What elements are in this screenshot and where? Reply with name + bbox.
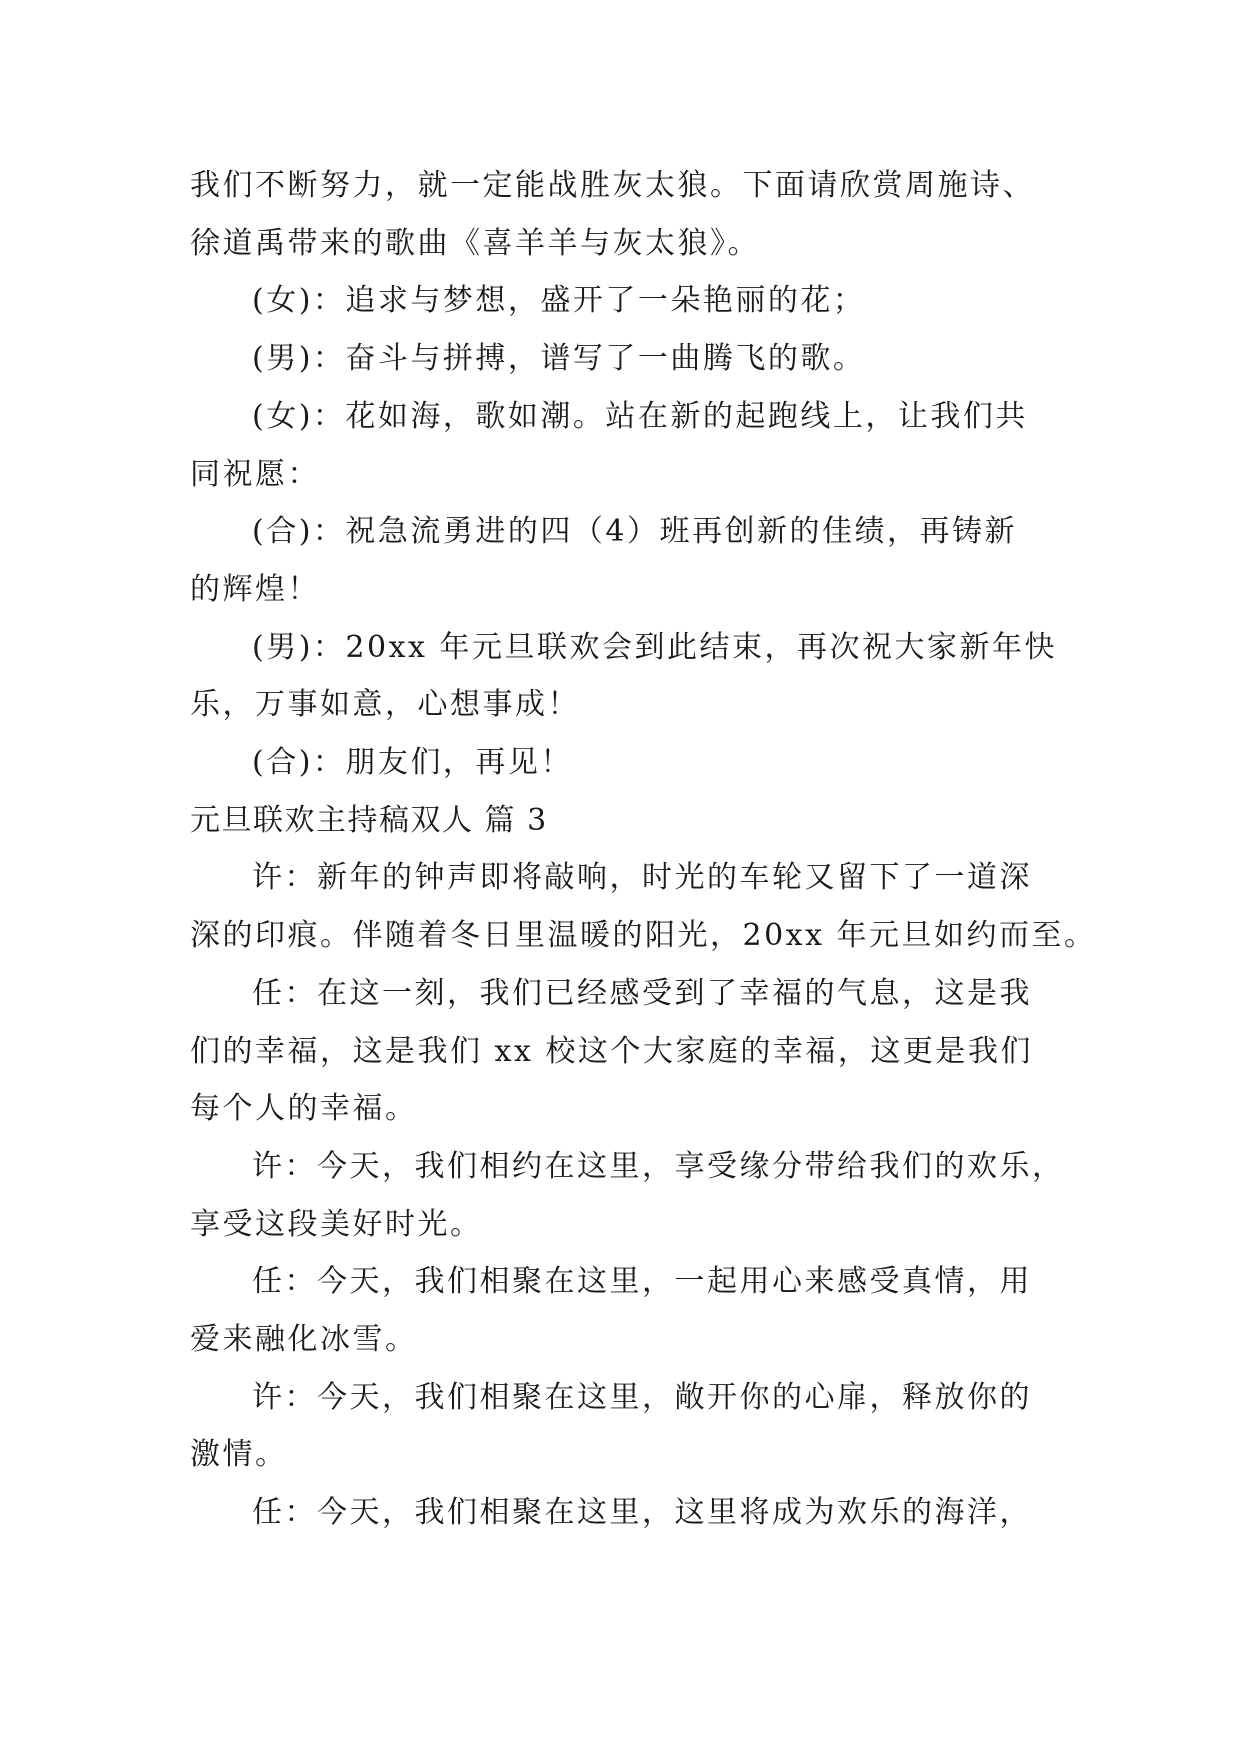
- body-text-line: 深的印痕。伴随着冬日里温暖的阳光，20xx 年元旦如约而至。: [190, 918, 1097, 954]
- dialogue-line: (女)：花如海，歌如潮。站在新的起跑线上，让我们共: [252, 398, 1028, 434]
- body-text-line: 我们不断努力，就一定能战胜灰太狼。下面请欣赏周施诗、: [190, 168, 1035, 203]
- section-heading: 元旦联欢主持稿双人 篇 3: [190, 802, 548, 838]
- body-text-line: 乐，万事如意，心想事成！: [190, 687, 580, 723]
- dialogue-line: 许：新年的钟声即将敲响，时光的车轮又留下了一道深: [252, 860, 1032, 896]
- body-text-line: 爱来融化冰雪。: [190, 1322, 418, 1358]
- dialogue-line: 任：今天，我们相聚在这里，一起用心来感受真情，用: [252, 1264, 1032, 1300]
- dialogue-line: (女)：追求与梦想，盛开了一朵艳丽的花；: [252, 283, 866, 319]
- dialogue-line: 任：在这一刻，我们已经感受到了幸福的气息，这是我: [252, 975, 1032, 1011]
- document-body: [190, 157, 1097, 1542]
- body-text-line: 们的幸福，这是我们 xx 校这个大家庭的幸福，这更是我们: [190, 1033, 1033, 1069]
- dialogue-line: 任：今天，我们相聚在这里，这里将成为欢乐的海洋，: [252, 1495, 1032, 1531]
- dialogue-line: (合)：朋友们，再见！: [252, 745, 573, 781]
- body-text-line: 激情。: [190, 1437, 288, 1473]
- dialogue-line: (合)：祝急流勇进的四（4）班再创新的佳绩，再铸新: [252, 514, 1017, 550]
- dialogue-line: 许：今天，我们相聚在这里，敞开你的心扉，释放你的: [252, 1379, 1032, 1415]
- dialogue-line: 许：今天，我们相约在这里，享受缘分带给我们的欢乐，: [252, 1148, 1065, 1184]
- dialogue-line: (男)：20xx 年元旦联欢会到此结束，再次祝大家新年快: [252, 629, 1057, 665]
- body-text-line: 的辉煌！: [190, 571, 320, 607]
- body-text-line: 享受这段美好时光。: [190, 1206, 483, 1242]
- body-text-line: 徐道禹带来的歌曲《喜羊羊与灰太狼》。: [190, 225, 760, 261]
- body-text-line: 同祝愿：: [190, 456, 320, 492]
- dialogue-line: (男)：奋斗与拼搏，谱写了一曲腾飞的歌。: [252, 341, 866, 377]
- body-text-line: 每个人的幸福。: [190, 1091, 418, 1127]
